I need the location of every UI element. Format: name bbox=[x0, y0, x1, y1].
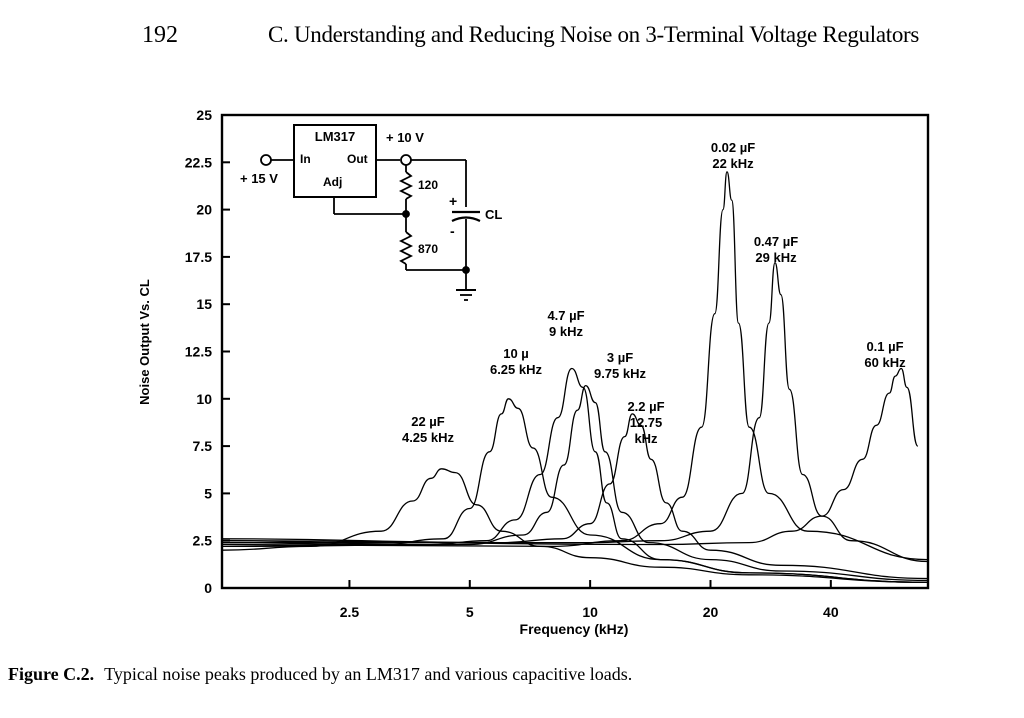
page-number: 192 bbox=[142, 22, 178, 48]
noise-curves bbox=[222, 172, 928, 583]
x-axis-label: Frequency (kHz) bbox=[519, 621, 629, 637]
y-tick-label: 10 bbox=[196, 390, 212, 407]
pin-out-label: Out bbox=[347, 152, 368, 166]
output-node bbox=[401, 155, 411, 165]
peak-label bbox=[547, 308, 584, 339]
y-axis-ticks bbox=[185, 107, 230, 596]
figure-caption bbox=[8, 664, 632, 685]
resistor-870 bbox=[401, 232, 411, 264]
noise-curve bbox=[222, 414, 928, 579]
caption-text: Typical noise peaks produced by an LM317 and various capacitive loads. bbox=[104, 664, 633, 684]
peak-label-line: 6.25 kHz bbox=[489, 362, 543, 377]
y-tick-label: 12.5 bbox=[184, 343, 212, 360]
x-axis-ticks bbox=[340, 580, 839, 620]
circuit-schematic bbox=[261, 125, 480, 300]
y-tick-label: 20 bbox=[196, 201, 212, 218]
peak-label-line: 60 kHz bbox=[864, 355, 906, 370]
y-tick-label: 22.5 bbox=[184, 154, 212, 171]
peak-label-line: 0.1 µF bbox=[866, 339, 904, 354]
peak-label-line: 22 µF bbox=[411, 414, 445, 429]
noise-curve bbox=[222, 469, 928, 583]
input-terminal bbox=[261, 155, 271, 165]
caption-label: Figure C.2. bbox=[8, 664, 95, 684]
x-tick-label: 10 bbox=[582, 604, 598, 620]
y-tick-label: 0 bbox=[204, 580, 212, 596]
peak-label-line: 0.47 µF bbox=[753, 234, 799, 249]
pin-in-label: In bbox=[300, 152, 311, 166]
peak-label bbox=[754, 234, 798, 265]
noise-curve bbox=[222, 172, 928, 560]
peak-label bbox=[864, 339, 906, 370]
peak-labels bbox=[402, 140, 906, 446]
y-tick-label: 17.5 bbox=[184, 248, 212, 265]
peak-label bbox=[402, 414, 455, 445]
y-axis-label: Noise Output Vs. CL bbox=[137, 279, 152, 405]
peak-label-line: 2.2 µF bbox=[627, 399, 665, 414]
resistor-120 bbox=[401, 172, 411, 199]
y-tick-label: 7.5 bbox=[192, 438, 212, 455]
circuit-labels bbox=[240, 129, 502, 256]
y-tick-label: 25 bbox=[196, 107, 212, 123]
peak-label-line: 0.02 µF bbox=[710, 140, 756, 155]
cap-minus-label: - bbox=[450, 223, 455, 239]
y-tick-label: 2.5 bbox=[192, 532, 212, 549]
running-title: C. Understanding and Reducing Noise on 3-Terminal Voltage Regulators bbox=[268, 22, 920, 47]
noise-curve bbox=[222, 369, 928, 583]
pin-adj-label: Adj bbox=[323, 175, 343, 189]
peak-label-line: 10 µ bbox=[503, 346, 529, 361]
x-tick-label: 20 bbox=[702, 604, 719, 620]
peak-label-line: 12.75 bbox=[629, 415, 663, 430]
y-tick-label: 5 bbox=[204, 485, 212, 502]
noise-curve bbox=[222, 386, 928, 581]
resistor-upper-label: 120 bbox=[418, 178, 439, 192]
peak-label-line: 29 kHz bbox=[755, 250, 797, 265]
input-voltage-label: + 15 V bbox=[240, 171, 278, 186]
y-tick-label: 15 bbox=[196, 296, 212, 313]
adj-node bbox=[403, 211, 409, 217]
peak-label bbox=[711, 140, 755, 171]
peak-label-line: 4.7 µF bbox=[547, 308, 585, 323]
cap-plus-label: + bbox=[449, 193, 458, 209]
peak-label-line: 3 µF bbox=[606, 350, 634, 365]
noise-curve bbox=[222, 369, 918, 545]
noise-curve bbox=[222, 399, 928, 583]
x-tick-label: 5 bbox=[465, 604, 474, 620]
peak-label-line: 9.75 kHz bbox=[593, 366, 647, 381]
peak-label-line: kHz bbox=[634, 431, 658, 446]
x-tick-label: 40 bbox=[823, 604, 839, 620]
peak-label-line: 4.25 kHz bbox=[401, 430, 455, 445]
x-tick-label: 2.5 bbox=[339, 604, 360, 620]
peak-label bbox=[594, 350, 647, 381]
peak-label-line: 22 kHz bbox=[712, 156, 754, 171]
output-voltage-label: + 10 V bbox=[386, 130, 424, 145]
resistor-lower-label: 870 bbox=[418, 242, 439, 256]
peak-label-line: 9 kHz bbox=[549, 324, 583, 339]
regulator-label: LM317 bbox=[314, 129, 356, 144]
peak-label bbox=[627, 399, 664, 446]
peak-label bbox=[490, 346, 543, 377]
cap-label: CL bbox=[485, 207, 503, 222]
